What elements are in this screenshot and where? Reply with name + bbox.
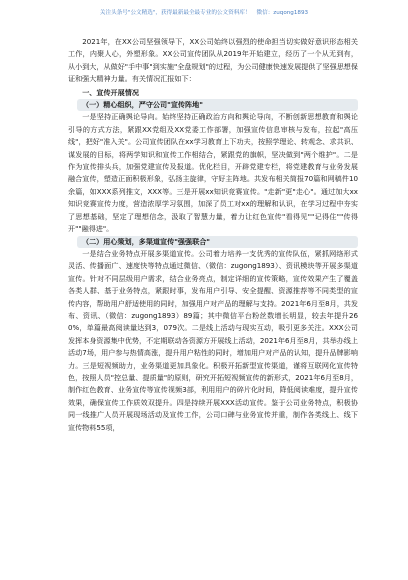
paragraph-multichannel: 一是结合业务特点开展多渠道宣传。公司着力培养一支优秀的宣传队伍，紧抓网络形式灵活、传播面广、速度快等特点通过微信、（微信：zugong1893）、资讯模块等开展多渠道宣传。针对不同层级用户需求，结合业务亮点，制定详细的宣传策略，宣传效果产生了覆盖各类人群、基于业务特点，紧跟时事，发布用户引导、安全提醒、资源推荐等不同类型的宣传内容，帮助用户舒适使用的同时，加强用户对产品的理解与支持。2021年6月至8月，共发布、资讯、（微信：zugong1893）89篇；其中微信平台粉丝数增长明显，较去年提升260%，单篇最高阅读量达到3，079次。二是线上活动与现实互动，吸引更多关注。XXX公司发挥本身资源集中优势，不定期联动各资源方开展线上活动，2021年6月至8月，共举办线上活动7场，用户参与热情高涨，提升用户粘性的同时，增加用户对产品的认知，提升品牌影响力。三是短视频助力，业务渠道更加具象化。积极开拓新型宣传渠道，谨将互联网化宣传特色，按照人员"控总量、提质量"的原则，研究开拓短视频宣传的新形式，2021年6月至8月，制作红色教育、业务宣传等宣传视频3部，利用用户的碎片化时间，降低阅读难度，提升宣传效果，确保宣传工作质效双提升。四是持续开展XXX活动宣传。鉴于公司业务特点，积极协同一线推广人员开展现场活动及宣传工作，公司口碑与业务宣传并重，制作各类线上、线下宣传物料55项， <box>68 248 358 432</box>
paragraph-propaganda-front: 一是坚持正确舆论导向。始终坚持正确政治方向和舆论导向，不断创新思想教育和舆论引导的方式方法，紧跟XX党组及XX党委工作部署，加强宣传信息审核与发布，拉起"高压线"，把好"准入关"。公司宣传团队在xx学习教育上下功夫，按照学理论、转观念、求共识、谋发展的目标，将两学知识和宣传工作相结合，紧跟党的旗帜，坚决做到"两个维护"。二是作为宣传排头兵，加强党建宣传及报道。优化栏目，开辟党建专栏，将党建教育与业务发展融合宣传，塑造正面积极形象，弘扬主旋律，守好主阵地。共发布相关简报70篇和网稿件10余篇，如XXX系列推文，XXX等。三是开展xx知识竞赛宣传。"走新"更"走心"。通过加大xx知识竞赛宣传力度，营造浓厚学习氛围，加深了员工对xx的理解和认识，在学习过程中夯实了思想基础，坚定了理想信念，汲取了智慧力量，着力让红色宣传"看得见""记得住""传得开""融得进"。 <box>68 112 358 234</box>
subsection-heading-2: （二）用心策划，多渠道宣传"强强联合" <box>77 236 358 248</box>
banner-right-text: 微信：zuqong1893 <box>256 10 309 16</box>
document-body <box>68 36 358 572</box>
intro-paragraph: 2021年，在XX公司坚强领导下，XX公司始终以强烈的使命担当切实做好意识形态相关工作，内聚人心，外塑形象。XX公司宣传团队从2019年开始建立，经历了一个从无到有，从小到大，从做好"手中事"到实施"全盘规划"的过程，为公司健康快速发展提供了坚强思想保证和强大精神力量。有关情况汇报如下： <box>68 37 358 84</box>
top-banner <box>0 6 408 20</box>
section-heading: 一、宣传开展情况 <box>82 87 139 97</box>
banner-left-text: 关注头条号"公文精选"，获得最新最全最专业的公文资料库！ <box>99 10 251 16</box>
subsection-heading-1: （一）精心组织，严守公司"宣传阵地" <box>77 99 358 111</box>
